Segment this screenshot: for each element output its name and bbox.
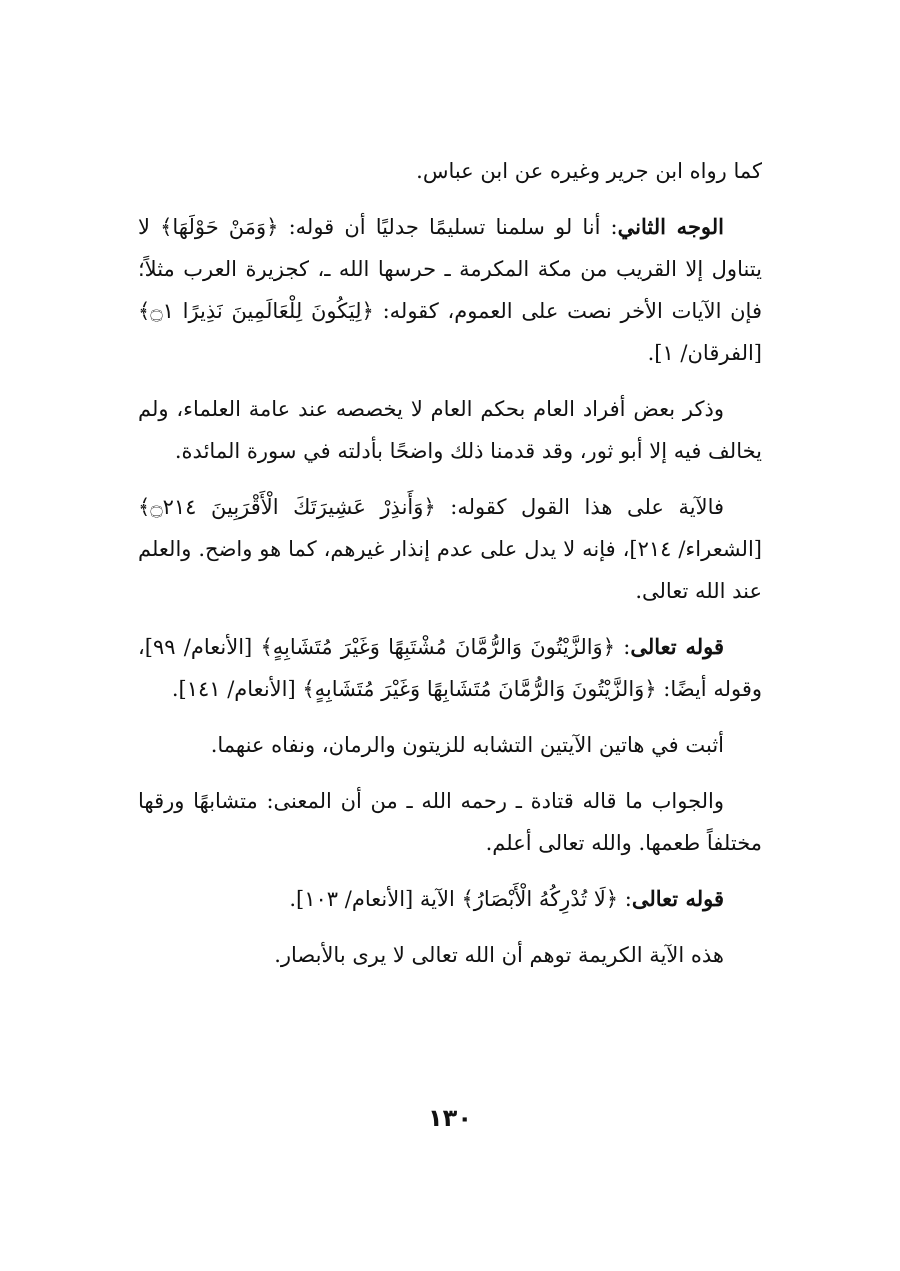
paragraph-2 bbox=[138, 206, 762, 374]
paragraph-5-text: : ﴿وَالزَّيْتُونَ وَالرُّمَّانَ مُشْتَبِهًا وَغَيْرَ مُتَشَابِهٍ﴾ [الأنعام/ ٩٩]، وقوله أيضًا: ﴿وَالزَّيْتُونَ وَالرُّمَّانَ مُتَشَابِهًا وَغَيْرَ مُتَشَابِهٍ﴾ [الأنعام/ ١٤١]. bbox=[138, 635, 762, 701]
paragraph-9 bbox=[138, 934, 762, 976]
paragraph-7 bbox=[138, 780, 762, 864]
paragraph-2-text: : أنا لو سلمنا تسليمًا جدليًا أن قوله: ﴿وَمَنْ حَوْلَهَا﴾ لا يتناول إلا القريب من مكة المكرمة ـ حرسها الله ـ، كجزيرة العرب مثلاً؛ فإن الآيات الأخر نصت على العموم، كقوله: ﴿لِيَكُونَ لِلْعَالَمِينَ نَذِيرًا ۝١﴾ [الفرقان/ ١]. bbox=[138, 215, 762, 365]
paragraph-1-text: كما رواه ابن جرير وغيره عن ابن عباس. bbox=[416, 159, 762, 183]
paragraph-8-text: : ﴿لَا تُدْرِكُهُ الْأَبْصَارُ﴾ الآية [الأنعام/ ١٠٣]. bbox=[289, 887, 632, 911]
paragraph-7-text: والجواب ما قاله قتادة ـ رحمه الله ـ من أن المعنى: متشابهًا ورقها مختلفاً طعمها. والله تعالى أعلم. bbox=[138, 789, 762, 855]
page-body bbox=[138, 150, 762, 990]
page-number: ١٣٠ bbox=[428, 1104, 472, 1132]
paragraph-2-lead: الوجه الثاني bbox=[617, 214, 725, 239]
paragraph-6-text: أثبت في هاتين الآيتين التشابه للزيتون والرمان، ونفاه عنهما. bbox=[210, 733, 724, 757]
paragraph-5-lead: قوله تعالى bbox=[630, 634, 724, 659]
paragraph-3-text: وذكر بعض أفراد العام بحكم العام لا يخصصه عند عامة العلماء، ولم يخالف فيه إلا أبو ثور، وقد قدمنا ذلك واضحًا بأدلته في سورة المائدة. bbox=[138, 397, 762, 463]
paragraph-9-text: هذه الآية الكريمة توهم أن الله تعالى لا يرى بالأبصار. bbox=[274, 943, 724, 967]
paragraph-5 bbox=[138, 626, 762, 710]
paragraph-3 bbox=[138, 388, 762, 472]
paragraph-6 bbox=[138, 724, 762, 766]
paragraph-4-text: فالآية على هذا القول كقوله: ﴿وَأَنذِرْ عَشِيرَتَكَ الْأَقْرَبِينَ ۝٢١٤﴾ [الشعراء/ ٢١٤]، فإنه لا يدل على عدم إنذار غيرهم، كما هو واضح. والعلم عند الله تعالى. bbox=[138, 495, 762, 603]
paragraph-4 bbox=[138, 486, 762, 612]
paragraph-8 bbox=[138, 878, 762, 920]
paragraph-8-lead: قوله تعالى bbox=[631, 886, 724, 911]
paragraph-1 bbox=[138, 150, 762, 192]
